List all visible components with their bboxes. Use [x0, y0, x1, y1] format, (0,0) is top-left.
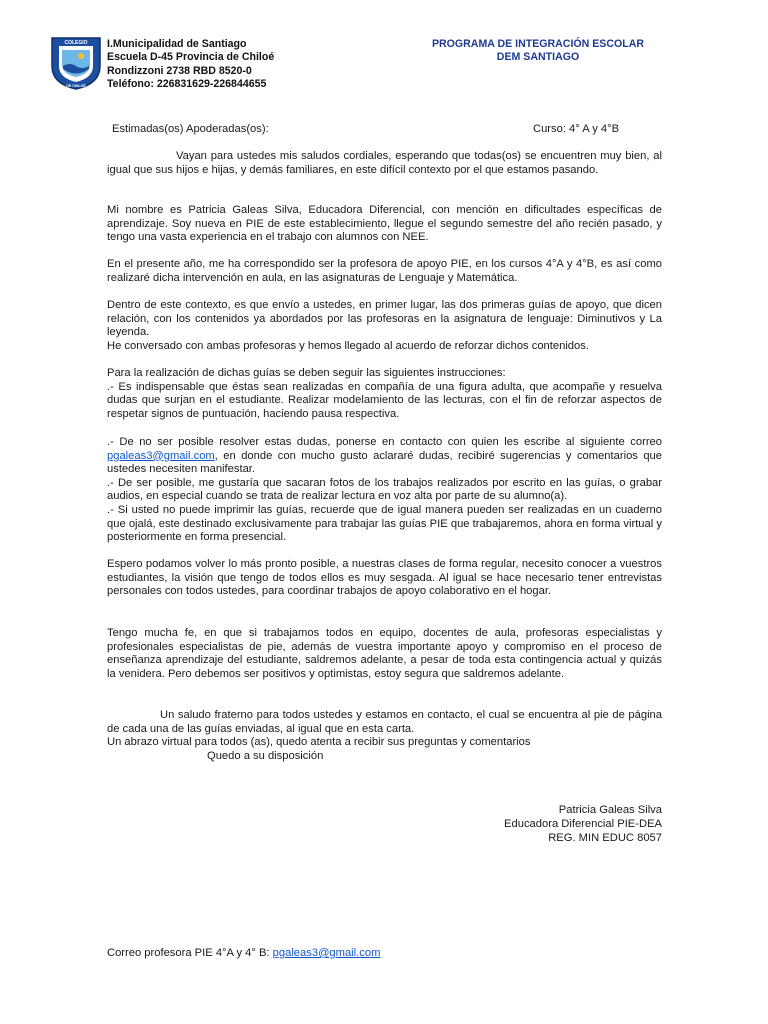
school-header — [107, 38, 274, 91]
program-subtitle: DEM SANTIAGO — [496, 51, 580, 64]
program-header — [398, 38, 678, 65]
paragraph-instructions: Para la realización de dichas guías se deben seguir las siguientes instrucciones: .- Es indispensable que éstas sean realizadas en compañía de una figura adulta, que acompañe y resuelva dudas que surjan en el estudiante. Realizar modelamiento de las lecturas, con el fin de reforzar aspectos de respetar signos de puntuación, haciendo pausa respectiva. — [107, 367, 662, 420]
footer — [107, 947, 380, 959]
teacher-email-link[interactable]: pgaleas3@gmail.com — [107, 449, 215, 462]
address-line: Rondizzoni 2738 RBD 8520-0 — [107, 64, 252, 77]
signature-name: Patricia Galeas Silva — [558, 804, 662, 816]
paragraph-contact-instructions: .- De no ser posible resolver estas dudas, ponerse en contacto con quien les escribe al siguiente correo pgaleas3@gmail.com, en donde con mucho gusto aclararé dudas, recibiré sugerencias y comentarios que ustedes necesiten manifestar. .- De ser posible, me gustaría que sacaran fotos de los trabajos realizados por escrito en las guías, o grabar audios, en especial cuando se trata de realizar lectura en voz alta por parte de su alumno(a). .- Si usted no puede imprimir las guías, recuerde que de igual manera pueden ser realizadas en un cuaderno que ojalá, este destinado exclusivamente para trabajar las guías PIE que trabajaremos, ahora en forma virtual y posteriormente en forma presencial. — [107, 436, 662, 544]
paragraph-farewell: Un saludo fraterno para todos ustedes y estamos en contacto, el cual se encuentra al pie de página de cada una de las guías enviadas, al igual que en esta carta. Un abrazo virtual para todos (as), quedo atenta a recibir sus preguntas y comentarios Quedo a su disposición — [107, 709, 662, 762]
paragraph-introduction: Mi nombre es Patricia Galeas Silva, Educadora Diferencial, con mención en dificultades específicas de aprendizaje. Soy nueva en PIE de este establecimiento, llegue el segundo semestre del año recién pasado, y tengo una vasta experiencia en el trabajo con alumnos con NEE. — [107, 204, 662, 244]
svg-text:DE CHILOÉ: DE CHILOÉ — [66, 84, 86, 88]
paragraph-greeting: Vayan para ustedes mis saludos cordiales, esperando que todas(os) se encuentren muy bien, al igual que sus hijos e hijas, y demás familiares, en este difícil contexto por el que estamos pasando. — [107, 150, 662, 176]
school-crest-logo — [50, 36, 102, 90]
footer-label: Correo profesora PIE 4°A y 4° B: — [107, 947, 273, 959]
course-label: Curso: 4° A y 4°B — [533, 123, 620, 135]
paragraph-role: En el presente año, me ha correspondido ser la profesora de apoyo PIE, en los cursos 4°A y 4°B, es así como realizaré dicha intervención en aula, en las asignaturas de Lenguaje y Matemática. — [107, 258, 662, 284]
svg-text:COLEGIO: COLEGIO — [64, 40, 88, 46]
signature-block — [504, 803, 662, 845]
municipality-line: I.Municipalidad de Santiago — [107, 38, 247, 50]
phone-line: Teléfono: 226831629-226844655 — [107, 77, 267, 90]
school-name-line: Escuela D-45 Provincia de Chiloé — [107, 51, 275, 64]
signature-title: Educadora Diferencial PIE-DEA — [504, 818, 662, 830]
signature-registration: REG. MIN EDUC 8057 — [548, 832, 662, 844]
footer-email-link[interactable]: pgaleas3@gmail.com — [272, 947, 381, 959]
paragraph-hope: Espero podamos volver lo más pronto posible, a nuestras clases de forma regular, necesito conocer a vuestros estudiantes, la visión que tengo de todos ellos es muy sesgada. Al igual se hace necesario tener entrevistas personales con todos ustedes, para coordinar trabajos de apoyo colaborativo en el hogar. — [107, 558, 662, 598]
program-title: PROGRAMA DE INTEGRACIÓN ESCOLAR — [431, 38, 645, 50]
paragraph-context: Dentro de este contexto, es que envío a ustedes, en primer lugar, las dos primeras guías de apoyo, que dicen relación, con los contenidos ya abordados por las profesoras en la asignatura de lenguaje: Diminutivos y La leyenda. He conversado con ambas profesoras y hemos llegado al acuerdo de reforzar dichos contenidos. — [107, 299, 662, 352]
salutation: Estimadas(os) Apoderadas(os): — [112, 123, 269, 135]
paragraph-teamwork: Tengo mucha fe, en que si trabajamos todos en equipo, docentes de aula, profesoras especialistas y profesionales especialistas de pie, además de vuestra importante apoyo y compromiso en el proceso de enseñanza aprendizaje del estudiante, saldremos adelante, a pesar de toda esta contingencia actual y quizás la venidera. Pero debemos ser positivos y optimistas, estoy segura que saldremos adelante. — [107, 627, 662, 680]
